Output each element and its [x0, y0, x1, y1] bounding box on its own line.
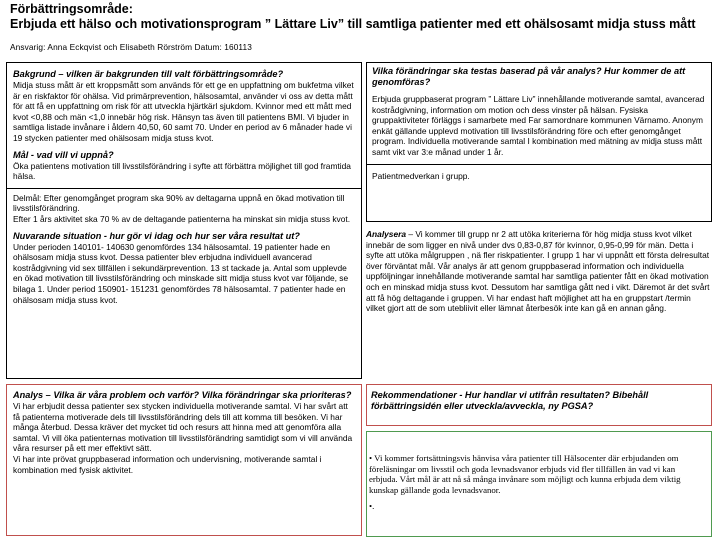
recommend-heading: Rekommendationer - Hur handlar vi utifrån resultaten? Bibehåll förbättringsidén eller utveckla/avveckla, ny PGSA? [371, 390, 649, 411]
recommend-bullet-2: •. [369, 501, 375, 512]
analysis-text-1: Vi har erbjudit dessa patienter sex stycken individuella motiverande samtal. Vi har svårt att få patienterna motiverade dels till livsstilsförändring dels till att komma till besöken. Vi har många återbud. Dessa kräver det mycket tid och resurs att hinna med att genomföra alla samtal. Vi vill öka patienternas motivation till livsstilsförändring samtidigt som vi vill använda våra resurser på ett mer effektivt sätt. [13, 401, 353, 454]
goal-text: Öka patientens motivation till livsstilsförändring i syfte att förbättra möjlighet till god framtida hälsa. [13, 160, 351, 182]
analysis-text-2: Vi har inte prövat gruppbaserad information och undervisning, motiverande samtal i kombination med fysisk aktivitet. [13, 453, 322, 475]
act-box [366, 431, 712, 537]
background-heading: Bakgrund – vilken är bakgrunden till valt förbättringsområde? [13, 69, 284, 79]
current-text: Under perioden 140101- 140630 genomfördes 134 hälsosamtal. 19 patienter hade en ohälsosam midja stuss kvot. Dessa patienter blev erbjudna individuell avancerad kostrådgivning vid sex tillfällen i sekundärprevention. 13 st tackade ja. Antal som upplevde en ökad motivation till livsstilsförändring och minskade sitt midja stuss kvot var följande, se bilaga 1. Under period 150901- 151231 genomfördes 78 hälsosamtal. 7 patienter hade en ohälsosam midja stuss kvot. [13, 241, 349, 305]
analysis-result-label: Analysera [366, 229, 407, 239]
analysis-result-box [364, 229, 716, 379]
patient-note: Patientmedverkan i grupp. [372, 170, 470, 181]
analysis-heading: Analys – Vilka är våra problem och varför? Vilka förändringar ska prioriteras? [13, 390, 352, 400]
goal-sub-2: Efter 1 års aktivitet ska 70 % av de deltagande patienterna ha minskat sin midja stuss kvot. [13, 213, 351, 224]
plan-box [6, 62, 362, 379]
responsible-line: Ansvarig: Anna Eckqvist och Elisabeth Rörström Datum: 160113 [10, 42, 252, 52]
analysis-result-text: – Vi kommer till grupp nr 2 att utöka kriterierna för hög midja stuss kvot vilket innebär de som ligger en nivå under dvs 0,83-0,87 för kvinnor, 0,95-0,99 för män. Detta i syfte att utöka målgruppen , nä fler riskpatienter. I grupp 1 har vi uppnått ett första delresultat över förväntat mål. Vår analys är att genom gruppbaserad information och individuella uppföljningar innehållande motiverande samtal har samtliga patienter fått en ökad motivation och en minskad midja stuss kvot. Dessutom har samtliga gått ned i vikt. Däremot är det svårt att få hög deltagande i gruppen. Vi har endast haft möjlighet att ha en gruppstart /termin vilket gjort att de som utebliivit eller lämnat återbesök inte kan gå en annan gång. [366, 229, 710, 314]
page-title [10, 2, 715, 32]
goal-sub-1: Delmål: Efter genomgånget program ska 90% av deltagarna uppnå en ökad motivation till livsstilsförändring. [13, 192, 345, 214]
title-text: Erbjuda ett hälso och motivationsprogram ” Lättare Liv” till samtliga patienter med ett ohälsosamt midja stuss mått [10, 17, 696, 31]
title-label: Förbättringsområde: [10, 2, 133, 16]
current-heading: Nuvarande situation - hur gör vi idag och hur ser våra resultat ut? [13, 230, 300, 241]
recommend-bullet-1: • Vi kommer fortsättningsvis hänvisa våra patienter till Hälsocenter där erbjudanden om föreläsningar om livsstil och goda levnadsvanor erbjuds vid fler tillfällen än vad vi kan erbjuda. Vårt mål är att nå så många invånare som möjligt och kunna erbjuda dem viktig kunskap gällande goda levnadsvanor. [369, 453, 681, 495]
changes-box [366, 62, 712, 222]
goal-heading: Mål - vad vill vi uppnå? [13, 149, 114, 160]
recommend-box [366, 384, 712, 426]
analysis-problem-box [6, 384, 362, 536]
changes-text: Erbjuda gruppbaserat program ” Lättare Liv” innehållande motiverande samtal, avancerad kostrådgivning, information om motion och dess vinster på hälsan. Fysiska gruppaktiviteter förläggs i samarbete med Far samordnare kommunen Värnamo. Anonym enkät gällande upplevd motivation till livsstilsförändring före och efter genomgånget program. Individuella motiverande samtal I kombination med mätning av midja stuss mått samt vikt var 3:e månad under 1 år. [372, 94, 705, 157]
background-text: Midja stuss mått är ett kroppsmått som används för ett ge en uppfattning om bukfetma vilket är en riskfaktor för ohälsa. Vid primärprevention, hälsosamtal, använder vi oss av detta mått för att få en uppfattning om risk för att utveckla hjärtkärl sjukdom. Kvinnor med ett mått med kvot <0,88 och män <1,0 innebär hög risk. Hänsyn tas även till patientens BMI. Vi bjuder in samtliga listade invånare i åldern 40,50, 60 samt 70. Under en period av 6 månader hade vi 19 stycken patienter med ohälsosam midja stuss kvot. [13, 80, 354, 143]
changes-heading: Vilka förändringar ska testas baserad på vår analys? Hur kommer de att genomföras? [372, 66, 686, 87]
